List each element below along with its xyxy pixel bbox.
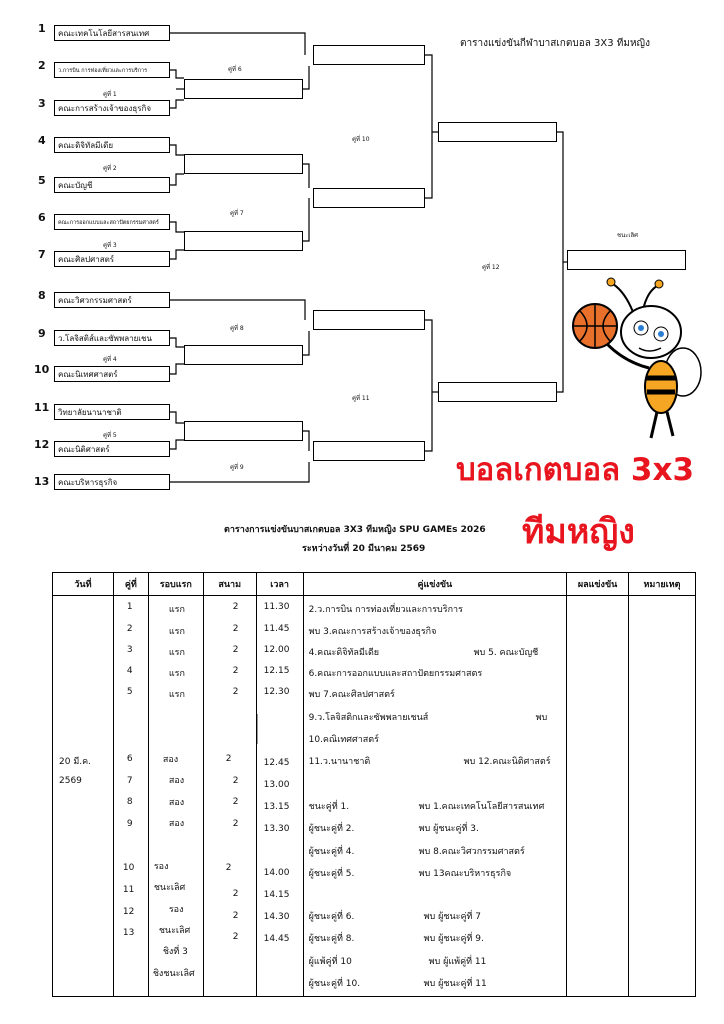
seed-number: 3 <box>38 97 46 110</box>
round-name: แรก <box>168 627 185 637</box>
court-number: 2 <box>232 602 239 612</box>
round-name: รอง <box>153 862 169 872</box>
round-name: ชิงที่ 3 <box>162 947 188 957</box>
match-label: คู่ที่ 10 <box>352 136 370 143</box>
seed-number: 13 <box>34 475 50 488</box>
match-slot-m5 <box>184 421 303 441</box>
pairing-a: ผู้ชนะคู่ที่ 8. <box>308 934 355 944</box>
pairing-b: พบ 5. คณะบัญชี <box>473 648 539 658</box>
match-label: คู่ที่ 7 <box>230 210 244 217</box>
match-time: 14.30 <box>263 912 290 922</box>
pairing-a: 2.ว.การบิน การท่องเที่ยวและการบริการ <box>308 605 463 615</box>
court-number: 2 <box>232 797 239 807</box>
pairing-b: พบ ผู้ชนะคู่ที่ 7 <box>423 912 482 922</box>
pairing-a: ผู้ชนะคู่ที่ 6. <box>308 912 355 922</box>
seed-number: 8 <box>38 289 46 302</box>
seed-number: 10 <box>34 363 50 376</box>
round-cell <box>149 596 203 996</box>
seed-number: 7 <box>38 248 46 261</box>
round-name: ชิงชนะเลิศ <box>152 969 195 979</box>
match-slot-m1 <box>184 79 303 99</box>
pairing-a: 9.ว.โลจิสติกและซัพพลายเชนส์ <box>308 713 429 723</box>
match-number: 10 <box>122 863 135 873</box>
header-result: ผลแข่งขัน <box>567 573 629 596</box>
match-time: 12.30 <box>263 687 290 697</box>
match-time: 13.00 <box>263 780 290 790</box>
seed-number: 6 <box>38 211 46 224</box>
date-cell <box>53 596 113 996</box>
divider <box>257 714 258 744</box>
pairing-b: พบ 8.คณะวิศวกรรมศาสตร์ <box>418 847 525 857</box>
match-time: 11.30 <box>263 602 290 612</box>
match-label: คู่ที่ 11 <box>352 395 370 402</box>
pairing-a: ผู้ชนะคู่ที่ 5. <box>308 869 355 879</box>
match-number: 12 <box>122 907 135 917</box>
team-box-11: วิทยาลัยนานาชาติ <box>54 404 170 420</box>
seed-number: 12 <box>34 438 50 451</box>
court-number: 2 <box>232 645 239 655</box>
match-number: 8 <box>126 797 133 807</box>
pairing-a: ผู้ชนะคู่ที่ 4. <box>308 847 355 857</box>
header-note: หมายเหตุ <box>629 573 696 596</box>
schedule-title: ตารางการแข่งขันบาสเกตบอล 3X3 ทีมหญิง SPU GAMEs 2026 <box>224 525 486 535</box>
header-time: เวลา <box>256 573 303 596</box>
team-box-9: ว.โลจิสติส์และซัพพลายเชน <box>54 330 170 346</box>
schedule-subtitle: ระหว่างวันที่ 20 มีนาคม 2569 <box>302 544 426 554</box>
pairing-a: ผู้ชนะคู่ที่ 10. <box>308 979 361 989</box>
match-time: 12.15 <box>263 666 290 676</box>
round-name: สอง <box>168 798 185 808</box>
header-round: รอบแรก <box>148 573 203 596</box>
pairing-b: พบ ผู้ชนะคู่ที่ 3. <box>418 824 479 834</box>
match-time: 12.00 <box>263 645 290 655</box>
match-time: 14.15 <box>263 890 290 900</box>
pairing-a: 11.ว.นานาชาติ <box>308 757 371 767</box>
match-time: 13.30 <box>263 824 290 834</box>
round-name: แรก <box>168 690 185 700</box>
match-number: 2 <box>126 624 133 634</box>
seed-number: 4 <box>38 134 46 147</box>
round-name: แรก <box>168 669 185 679</box>
match-number: 13 <box>122 928 135 938</box>
round-name: ชนะเลิศ <box>158 926 191 936</box>
seed-number: 2 <box>38 59 46 72</box>
header-match: คู่ที่ <box>113 573 148 596</box>
match-label: คู่ที่ 2 <box>103 165 117 172</box>
team-box-5: คณะบัญชี <box>54 177 170 193</box>
match-label: คู่ที่ 6 <box>228 66 242 73</box>
seed-number: 5 <box>38 174 46 187</box>
date-line: 20 มี.ค. <box>59 757 91 767</box>
team-box-12: คณะนิติศาสตร์ <box>54 441 170 457</box>
pairing-b: พบ ผู้แพ้คู่ที่ 11 <box>428 957 487 967</box>
court-number: 2 <box>232 776 239 786</box>
match-time: 11.45 <box>263 624 290 634</box>
team-box-6: คณะการออกแบบและสถาปัตยกรรมศาสตร์ <box>54 214 170 230</box>
match-number: 1 <box>126 602 133 612</box>
round-name: รอง <box>168 905 184 915</box>
court-number: 2 <box>232 666 239 676</box>
team-box-2: ว.การบิน การท่องเที่ยวและการบริการ <box>54 62 170 78</box>
table-row <box>53 596 696 997</box>
match-label: คู่ที่ 4 <box>103 356 117 363</box>
pairing-a: ผู้แพ้คู่ที่ 10 <box>308 957 352 967</box>
bee-mascot-illustration <box>565 272 715 442</box>
seed-number: 1 <box>38 22 46 35</box>
match-slot-m2 <box>184 154 303 174</box>
pairings-cell <box>304 596 566 996</box>
match-time: 12.45 <box>263 758 290 768</box>
court-number: 2 <box>232 624 239 634</box>
team-box-7: คณะศิลปศาสตร์ <box>54 251 170 267</box>
team-box-3: คณะการสร้างเจ้าของธุรกิจ <box>54 100 170 116</box>
header-date: วันที่ <box>53 573 114 596</box>
court-number: 2 <box>225 863 232 873</box>
round-name: สอง <box>168 776 185 786</box>
match-slot-m9 <box>313 441 425 461</box>
pairing-b: พบ <box>535 713 548 723</box>
round-name: แรก <box>168 605 185 615</box>
court-cell <box>204 596 256 996</box>
match-number: 4 <box>126 666 133 676</box>
team-box-8: คณะวิศวกรรมศาสตร์ <box>54 292 170 308</box>
match-number: 3 <box>126 645 133 655</box>
table-header-row <box>53 573 696 596</box>
pairing-a: ชนะคู่ที่ 1. <box>308 802 350 812</box>
match-slot-m6 <box>313 45 425 65</box>
match-label: คู่ที่ 3 <box>103 242 117 249</box>
match-slot-m11 <box>438 382 557 402</box>
pairing-b: พบ 13คณะบริหารธุรกิจ <box>418 869 512 879</box>
match-number-cell <box>114 596 148 996</box>
winner-label: ชนะเลิศ <box>617 232 638 239</box>
pairing-b: พบ 1.คณะเทคโนโลยีสารสนเทศ <box>418 802 545 812</box>
match-label: คู่ที่ 9 <box>230 464 244 471</box>
pairing-a: 10.คณิเทศศาสตร์ <box>308 735 379 745</box>
match-slot-m3 <box>184 231 303 251</box>
bracket-title: ตารางแข่งขันกีฬาบาสเกตบอล 3X3 ทีมหญิง <box>460 38 650 49</box>
pairing-a: 4.คณะดิจิทัลมีเดีย <box>308 648 380 658</box>
court-number: 2 <box>225 754 232 764</box>
pairing-a: ผู้ชนะคู่ที่ 2. <box>308 824 355 834</box>
pairing-b: พบ ผู้ชนะคู่ที่ 9. <box>423 934 484 944</box>
round-name: แรก <box>168 648 185 658</box>
time-cell <box>257 596 303 996</box>
match-number: 11 <box>122 885 135 895</box>
final-winner-slot <box>567 250 686 270</box>
result-cell <box>567 596 628 996</box>
team-box-4: คณะดิจิทัลมีเดีย <box>54 137 170 153</box>
pairing-a: 6.คณะการออกแบบและสถาปัตยกรรมศาสตร <box>308 669 483 679</box>
court-number: 2 <box>232 911 239 921</box>
sport-banner: บอลเกตบอล 3x3 <box>456 452 695 488</box>
pairing-a: พบ 7.คณะศิลปศาสตร์ <box>308 690 395 700</box>
match-label: คู่ที่ 1 <box>103 91 117 98</box>
team-banner: ทีมหญิง <box>522 512 635 552</box>
court-number: 2 <box>232 687 239 697</box>
match-slot-m8 <box>313 310 425 330</box>
match-label: คู่ที่ 12 <box>482 264 500 271</box>
seed-number: 11 <box>34 401 50 414</box>
match-number: 5 <box>126 687 133 697</box>
header-court: สนาม <box>203 573 256 596</box>
match-label: คู่ที่ 8 <box>230 325 244 332</box>
team-box-10: คณะนิเทศศาสตร์ <box>54 366 170 382</box>
court-number: 2 <box>232 819 239 829</box>
team-box-13: คณะบริหารธุรกิจ <box>54 474 170 490</box>
round-name: สอง <box>168 819 185 829</box>
match-label: คู่ที่ 5 <box>103 432 117 439</box>
match-number: 7 <box>126 776 133 786</box>
match-time: 14.45 <box>263 934 290 944</box>
match-slot-m4 <box>184 345 303 365</box>
pairing-a: พบ 3.คณะการสร้างเจ้าของธุรกิจ <box>308 627 437 637</box>
match-time: 14.00 <box>263 868 290 878</box>
match-number: 6 <box>126 754 133 764</box>
note-cell <box>629 596 695 996</box>
match-slot-m7 <box>313 188 425 208</box>
date-line: 2569 <box>59 776 82 786</box>
court-number: 2 <box>232 889 239 899</box>
match-number: 9 <box>126 819 133 829</box>
match-slot-m10 <box>438 122 557 142</box>
pairing-b: พบ ผู้ชนะคู่ที่ 11 <box>423 979 487 989</box>
round-name: ชนะเลิศ <box>153 883 186 893</box>
team-box-1: คณะเทคโนโลยีสารสนเทศ <box>54 25 170 41</box>
schedule-table <box>52 572 696 997</box>
match-time: 13.15 <box>263 802 290 812</box>
seed-number: 9 <box>38 327 46 340</box>
header-teams: คู่แข่งขัน <box>303 573 566 596</box>
pairing-b: พบ 12.คณะนิติศาสตร์ <box>463 757 551 767</box>
round-name: สอง <box>162 755 179 765</box>
court-number: 2 <box>232 932 239 942</box>
